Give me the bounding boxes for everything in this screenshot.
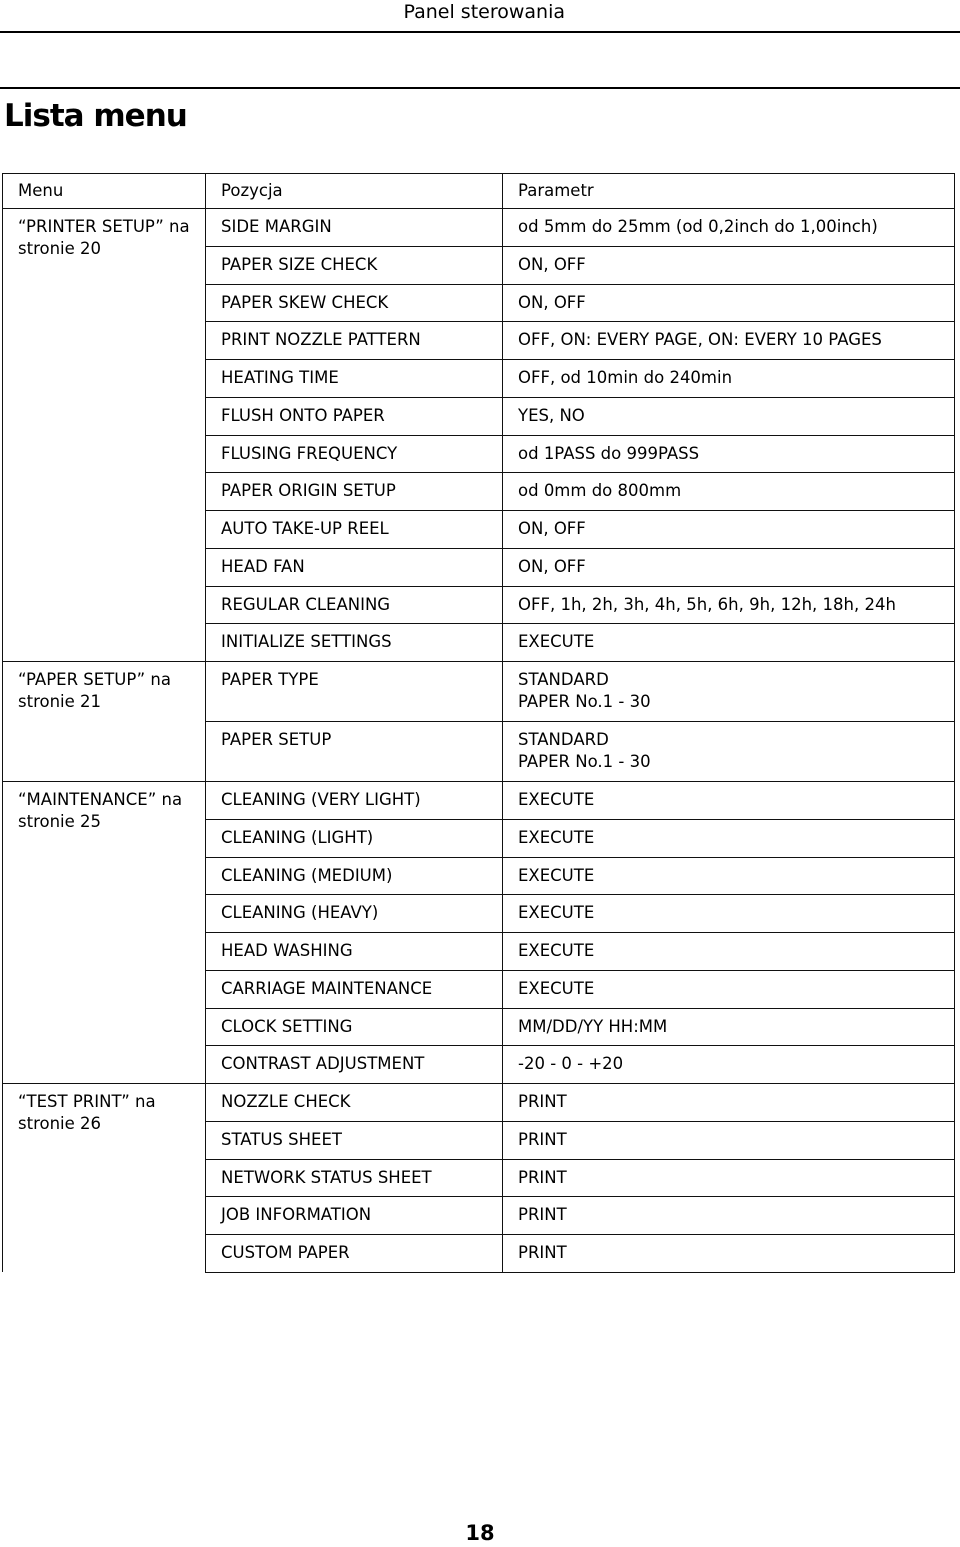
param-cell: OFF, ON: EVERY PAGE, ON: EVERY 10 PAGES — [503, 322, 955, 360]
running-header — [0, 0, 960, 34]
item-cell: CLOCK SETTING — [206, 1008, 503, 1046]
item-cell: HEAD FAN — [206, 548, 503, 586]
item-cell: INITIALIZE SETTINGS — [206, 624, 503, 662]
item-cell: CLEANING (LIGHT) — [206, 819, 503, 857]
item-cell: STATUS SHEET — [206, 1121, 503, 1159]
param-cell: EXECUTE — [503, 895, 955, 933]
param-cell: od 1PASS do 999PASS — [503, 435, 955, 473]
column-header-menu: Menu — [3, 174, 206, 209]
table-row — [3, 782, 955, 820]
param-cell: PRINT — [503, 1235, 955, 1273]
menu-cell-paper-setup: “PAPER SETUP” na stronie 21 — [3, 662, 206, 782]
item-cell: PAPER SIZE CHECK — [206, 246, 503, 284]
param-cell: od 5mm do 25mm (od 0,2inch do 1,00inch) — [503, 209, 955, 247]
item-cell: SIDE MARGIN — [206, 209, 503, 247]
item-cell: AUTO TAKE-UP REEL — [206, 511, 503, 549]
item-cell: CARRIAGE MAINTENANCE — [206, 970, 503, 1008]
param-line: STANDARD — [518, 670, 609, 689]
param-cell: ON, OFF — [503, 548, 955, 586]
running-header-title: Panel sterowania — [403, 1, 565, 23]
section-title: Lista menu — [4, 98, 187, 134]
menu-cell-maintenance: “MAINTENANCE” na stronie 25 — [3, 782, 206, 1084]
param-cell: -20 - 0 - +20 — [503, 1046, 955, 1084]
item-cell: NOZZLE CHECK — [206, 1084, 503, 1122]
table-row — [3, 1084, 955, 1122]
param-cell: PRINT — [503, 1159, 955, 1197]
param-cell: OFF, od 10min do 240min — [503, 360, 955, 398]
param-cell: EXECUTE — [503, 624, 955, 662]
param-line: PAPER No.1 - 30 — [518, 752, 651, 771]
param-cell — [503, 722, 955, 782]
menu-cell-test-print: “TEST PRINT” na stronie 26 — [3, 1084, 206, 1273]
item-cell: HEAD WASHING — [206, 933, 503, 971]
item-cell: PAPER ORIGIN SETUP — [206, 473, 503, 511]
param-cell: ON, OFF — [503, 284, 955, 322]
item-cell: CLEANING (MEDIUM) — [206, 857, 503, 895]
page-number: 18 — [465, 1521, 495, 1545]
table-header-row — [3, 174, 955, 209]
param-cell: ON, OFF — [503, 511, 955, 549]
item-cell: REGULAR CLEANING — [206, 586, 503, 624]
param-cell: MM/DD/YY HH:MM — [503, 1008, 955, 1046]
param-cell: YES, NO — [503, 397, 955, 435]
item-cell: PAPER SKEW CHECK — [206, 284, 503, 322]
param-line: PAPER No.1 - 30 — [518, 692, 651, 711]
item-cell: FLUSING FREQUENCY — [206, 435, 503, 473]
item-cell: CONTRAST ADJUSTMENT — [206, 1046, 503, 1084]
param-cell: PRINT — [503, 1121, 955, 1159]
param-cell: EXECUTE — [503, 857, 955, 895]
item-cell: CUSTOM PAPER — [206, 1235, 503, 1273]
param-line: STANDARD — [518, 730, 609, 749]
item-cell: CLEANING (HEAVY) — [206, 895, 503, 933]
header-rule — [0, 31, 960, 33]
param-cell: OFF, 1h, 2h, 3h, 4h, 5h, 6h, 9h, 12h, 18h, 24h — [503, 586, 955, 624]
table-row — [3, 209, 955, 247]
menu-list-table — [2, 173, 955, 1273]
item-cell: PRINT NOZZLE PATTERN — [206, 322, 503, 360]
item-cell: PAPER SETUP — [206, 722, 503, 782]
item-cell: PAPER TYPE — [206, 662, 503, 722]
item-cell: HEATING TIME — [206, 360, 503, 398]
item-cell: JOB INFORMATION — [206, 1197, 503, 1235]
param-cell: ON, OFF — [503, 246, 955, 284]
param-cell: EXECUTE — [503, 782, 955, 820]
param-cell: PRINT — [503, 1084, 955, 1122]
item-cell: FLUSH ONTO PAPER — [206, 397, 503, 435]
param-cell: od 0mm do 800mm — [503, 473, 955, 511]
section-rule — [0, 87, 960, 89]
item-cell: NETWORK STATUS SHEET — [206, 1159, 503, 1197]
column-header-item: Pozycja — [206, 174, 503, 209]
param-cell: PRINT — [503, 1197, 955, 1235]
menu-cell-printer-setup: “PRINTER SETUP” na stronie 20 — [3, 209, 206, 662]
param-cell: EXECUTE — [503, 970, 955, 1008]
param-cell — [503, 662, 955, 722]
table-row — [3, 662, 955, 722]
item-cell: CLEANING (VERY LIGHT) — [206, 782, 503, 820]
column-header-parameter: Parametr — [503, 174, 955, 209]
param-cell: EXECUTE — [503, 819, 955, 857]
param-cell: EXECUTE — [503, 933, 955, 971]
